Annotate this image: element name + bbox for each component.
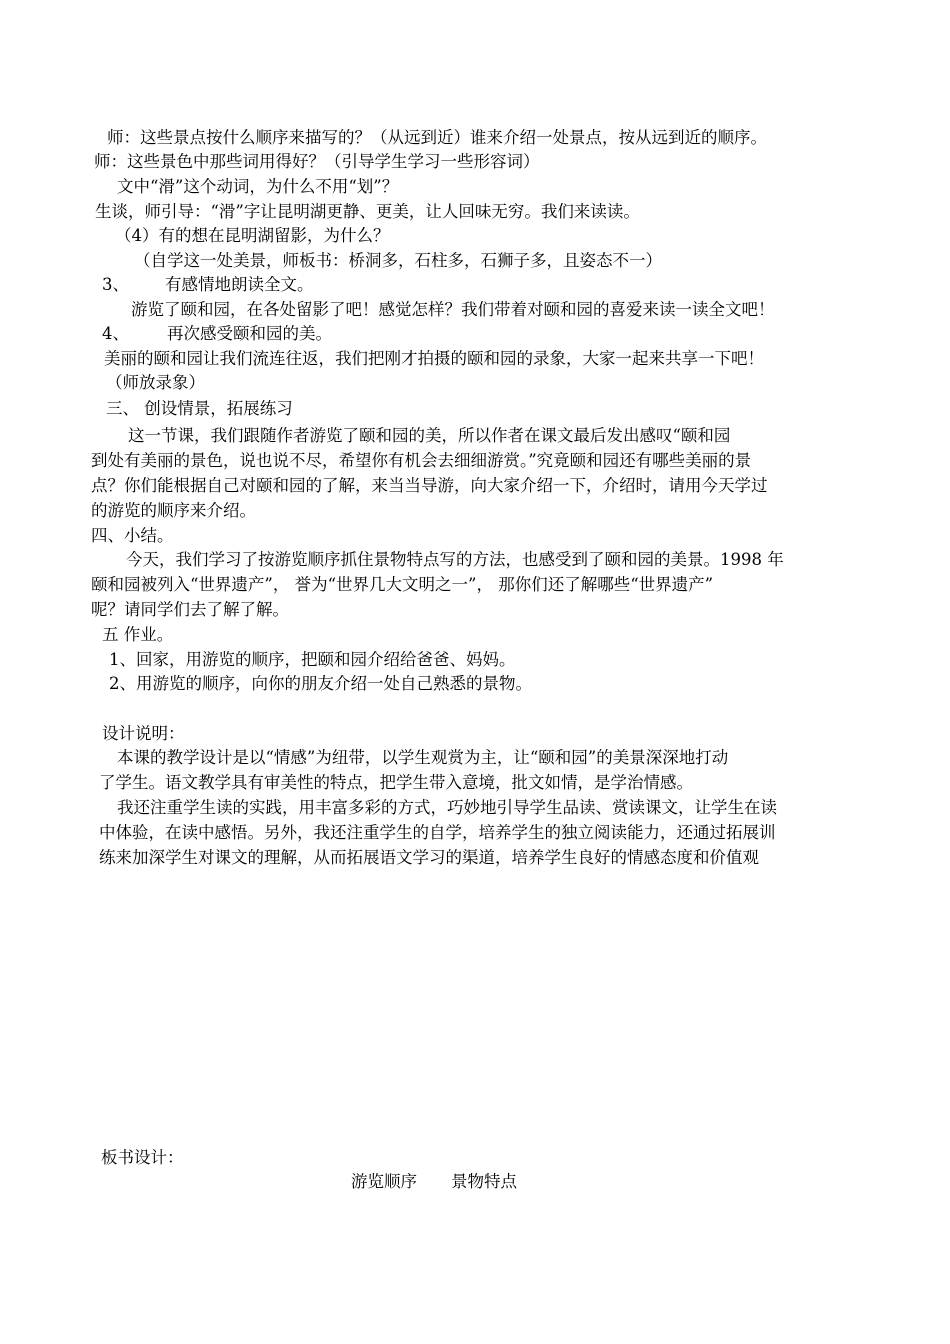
paragraph-line: 颐和园被列入“世界遗产”， 誉为“世界几大文明之一”， 那你们还了解哪些“世界遗产” [91, 575, 714, 594]
section-heading: 五 作业。 [102, 625, 174, 644]
paragraph-line: 游览了颐和园，在各处留影了吧！感觉怎样？我们带着对颐和园的喜爱来读一读全文吧！ [131, 300, 775, 319]
board-right-label: 景物特点 [451, 1172, 517, 1191]
paragraph-line: （4）有的想在昆明湖留影，为什么？ [115, 226, 390, 245]
paragraph-line: 了学生。语文教学具有审美性的特点，把学生带入意境，批文如情，是学治情感。 [99, 773, 693, 792]
paragraph-line: 师：这些景色中那些词用得好？（引导学生学习一些形容词） [94, 152, 540, 171]
paragraph-line: 生谈，师引导：“滑”字让昆明湖更静、更美，让人回味无穷。我们来读读。 [95, 202, 640, 221]
list-item-3 [102, 273, 314, 297]
paragraph-line: 中体验，在读中感悟。另外，我还注重学生的自学，培养学生的独立阅读能力，还通过拓展训 [99, 823, 776, 842]
paragraph-line: 点？你们能根据自己对颐和园的了解，来当当导游，向大家介绍一下，介绍时，请用今天学过 [91, 476, 768, 495]
paragraph-line: 这一节课，我们跟随作者游览了颐和园的美，所以作者在课文最后发出感叹“颐和园 [128, 426, 731, 445]
list-item-text: 有感情地朗读全文。 [165, 275, 314, 294]
paragraph-line: 今天，我们学习了按游览顺序抓住景物特点写的方法，也感受到了颐和园的美景。1998 年 [126, 550, 784, 569]
list-number: 4、 [102, 324, 129, 343]
homework-item: 1、回家，用游览的顺序，把颐和园介绍给爸爸、妈妈。 [109, 650, 516, 669]
paragraph-line: 我还注重学生读的实践，用丰富多彩的方式，巧妙地引导学生品读、赏读课文，让学生在读 [117, 798, 777, 817]
paragraph-line: 呢？请同学们去了解了解。 [91, 600, 289, 619]
paragraph-line: 文中“滑”这个动词，为什么不用“划”？ [117, 177, 399, 196]
paragraph-line: 本课的教学设计是以“情感”为纽带，以学生观赏为主，让“颐和园”的美景深深地打动 [117, 748, 729, 767]
list-item-4 [102, 322, 332, 346]
paragraph-line: 到处有美丽的景色，说也说不尽，希望你有机会去细细游赏。”究竟颐和园还有哪些美丽的景 [91, 451, 752, 470]
homework-item: 2、用游览的顺序，向你的朋友介绍一处自己熟悉的景物。 [109, 674, 532, 693]
section-heading: 四、小结。 [91, 526, 174, 545]
paragraph-line: （师放录象） [106, 373, 205, 392]
paragraph-line: （自学这一处美景，师板书：桥洞多，石柱多，石狮子多，且姿态不一） [134, 251, 662, 270]
board-left-label: 游览顺序 [351, 1172, 417, 1191]
section-heading: 三、 创设情景，拓展练习 [106, 399, 293, 418]
section-heading: 设计说明： [102, 724, 185, 743]
section-heading: 板书设计： [101, 1148, 184, 1167]
paragraph-line: 练来加深学生对课文的理解，从而拓展语文学习的渠道，培养学生良好的情感态度和价值观 [99, 848, 759, 867]
paragraph-line: 的游览的顺序来介绍。 [91, 501, 256, 520]
paragraph-line: 师：这些景点按什么顺序来描写的？（从远到近）谁来介绍一处景点，按从远到近的顺序。 [107, 128, 767, 147]
list-number: 3、 [102, 275, 129, 294]
board-design-row [351, 1170, 517, 1194]
paragraph-line: 美丽的颐和园让我们流连往返，我们把刚才拍摄的颐和园的录象，大家一起来共享一下吧！ [104, 349, 764, 368]
list-item-text: 再次感受颐和园的美。 [167, 324, 332, 343]
